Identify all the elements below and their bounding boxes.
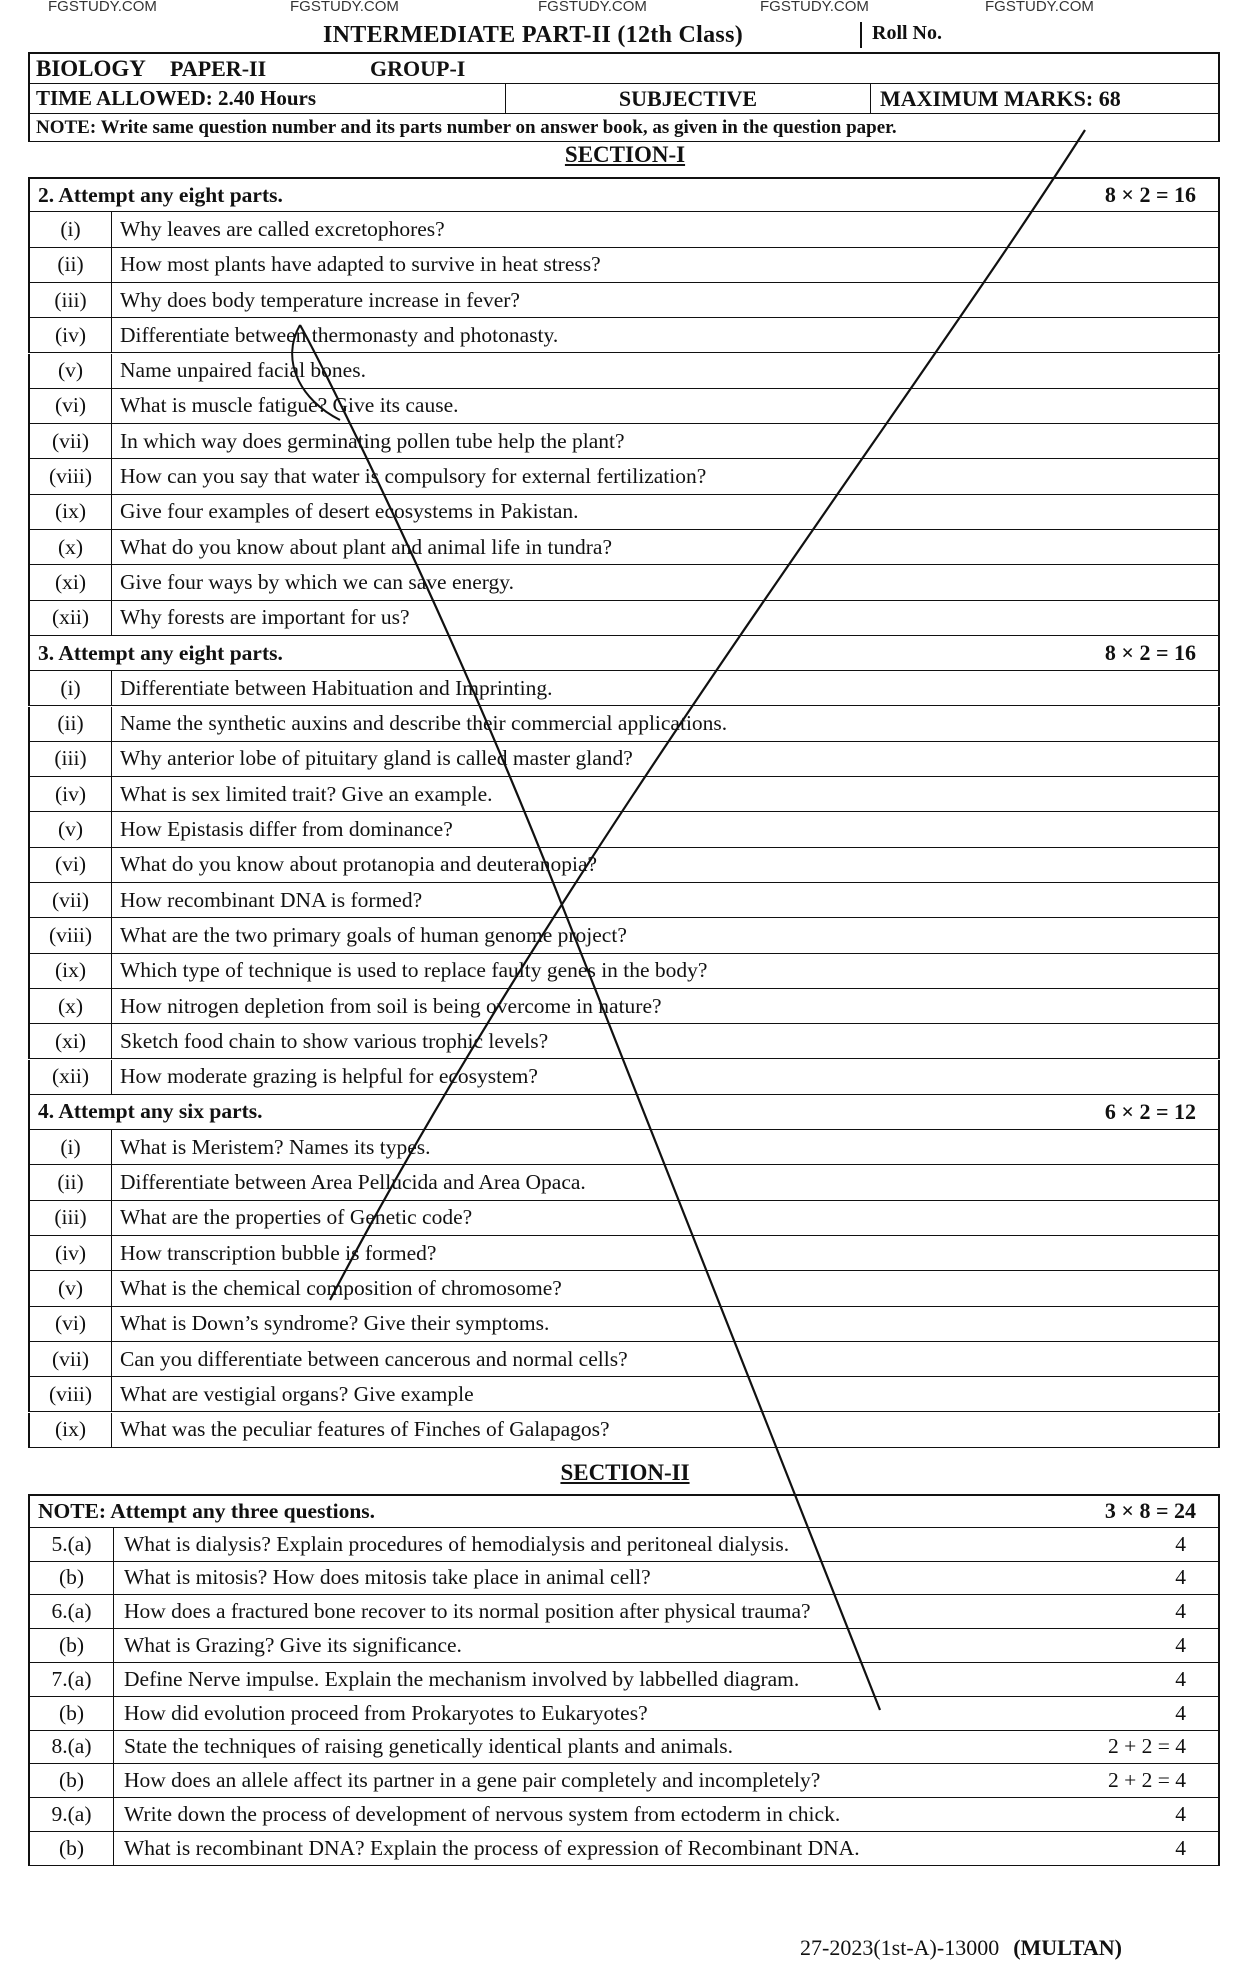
question-part-row bbox=[28, 1342, 1220, 1377]
roll-number-label: Roll No. bbox=[860, 22, 942, 48]
time-allowed: TIME ALLOWED: 2.40 Hours bbox=[36, 84, 506, 113]
long-question-marks: 4 bbox=[1175, 1531, 1186, 1556]
part-question-text: Why anterior lobe of pituitary gland is called master gland? bbox=[120, 746, 633, 771]
part-number: (viii) bbox=[30, 459, 112, 493]
part-number: (i) bbox=[30, 212, 112, 246]
part-number: (viii) bbox=[30, 918, 112, 952]
part-question-text: Sketch food chain to show various trophic levels? bbox=[120, 1028, 549, 1053]
part-question-text: How nitrogen depletion from soil is being overcome in nature? bbox=[120, 993, 662, 1018]
section-1-title: SECTION-I bbox=[564, 142, 686, 167]
part-number: (vii) bbox=[30, 883, 112, 917]
question-part-row bbox=[28, 1165, 1220, 1200]
question-heading: 3. Attempt any eight parts. bbox=[38, 640, 283, 665]
long-question-number: 7.(a) bbox=[30, 1663, 114, 1696]
part-question-text: How most plants have adapted to survive in heat stress? bbox=[120, 252, 601, 277]
long-question-text: What is recombinant DNA? Explain the process of expression of Recombinant DNA. bbox=[124, 1835, 860, 1860]
long-question-text: What is mitosis? How does mitosis take place in animal cell? bbox=[124, 1565, 651, 1590]
part-number: (ii) bbox=[30, 707, 112, 741]
section-2-marks: 3 × 8 = 24 bbox=[1104, 1498, 1196, 1524]
long-question-marks: 4 bbox=[1175, 1565, 1186, 1590]
question-part-row bbox=[28, 354, 1220, 389]
part-question-text: What is Down’s syndrome? Give their symptoms. bbox=[120, 1311, 550, 1336]
paper-header bbox=[28, 14, 1220, 48]
part-number: (iii) bbox=[30, 1201, 112, 1235]
board-name: (MULTAN) bbox=[1013, 1935, 1122, 1960]
question-part-row bbox=[28, 530, 1220, 565]
long-question-text: What is Grazing? Give its significance. bbox=[124, 1633, 462, 1658]
part-number: (viii) bbox=[30, 1377, 112, 1411]
question-part-row bbox=[28, 1060, 1220, 1095]
question-part-row bbox=[28, 389, 1220, 424]
long-question-row bbox=[28, 1764, 1220, 1798]
part-question-text: What do you know about plant and animal life in tundra? bbox=[120, 534, 612, 559]
question-part-row bbox=[28, 1236, 1220, 1271]
part-question-text: Which type of technique is used to replace faulty genes in the body? bbox=[120, 958, 708, 983]
section-2-note: NOTE: Attempt any three questions. bbox=[38, 1498, 376, 1523]
subject-label: BIOLOGY bbox=[36, 55, 146, 81]
question-part-row bbox=[28, 989, 1220, 1024]
part-number: (x) bbox=[30, 989, 112, 1023]
part-question-text: Why forests are important for us? bbox=[120, 605, 410, 630]
part-number: (vi) bbox=[30, 1307, 112, 1341]
question-part-row bbox=[28, 1201, 1220, 1236]
long-question-row bbox=[28, 1528, 1220, 1562]
long-question-row bbox=[28, 1798, 1220, 1832]
part-question-text: Give four examples of desert ecosystems in Pakistan. bbox=[120, 499, 579, 524]
long-question-row bbox=[28, 1562, 1220, 1596]
question-part-row bbox=[28, 742, 1220, 777]
question-part-row bbox=[28, 883, 1220, 918]
long-question-row bbox=[28, 1832, 1220, 1866]
question-part-row bbox=[28, 812, 1220, 847]
question-part-row bbox=[28, 777, 1220, 812]
long-question-marks: 4 bbox=[1175, 1835, 1186, 1860]
question-part-row bbox=[28, 1130, 1220, 1165]
question-part-row bbox=[28, 424, 1220, 459]
part-number: (ix) bbox=[30, 954, 112, 988]
part-number: (iii) bbox=[30, 283, 112, 317]
part-number: (x) bbox=[30, 530, 112, 564]
part-question-text: What is Meristem? Names its types. bbox=[120, 1134, 431, 1159]
part-number: (iv) bbox=[30, 777, 112, 811]
part-question-text: What are vestigial organs? Give example bbox=[120, 1381, 474, 1406]
long-question-marks: 4 bbox=[1175, 1633, 1186, 1658]
part-question-text: How Epistasis differ from dominance? bbox=[120, 817, 453, 842]
instruction-note: NOTE: Write same question number and its parts number on answer book, as given in the question paper. bbox=[36, 116, 897, 138]
long-question-marks: 4 bbox=[1175, 1700, 1186, 1725]
question-heading: 2. Attempt any eight parts. bbox=[38, 182, 283, 207]
part-number: (vii) bbox=[30, 1342, 112, 1376]
question-part-row bbox=[28, 707, 1220, 742]
question-part-row bbox=[28, 495, 1220, 530]
q3-heading-row bbox=[28, 636, 1220, 671]
part-number: (xi) bbox=[30, 565, 112, 599]
part-number: (v) bbox=[30, 812, 112, 846]
part-question-text: What is the chemical composition of chromosome? bbox=[120, 1275, 562, 1300]
part-number: (ix) bbox=[30, 1413, 112, 1447]
part-question-text: What was the peculiar features of Finches of Galapagos? bbox=[120, 1417, 610, 1442]
part-number: (i) bbox=[30, 1130, 112, 1164]
question-part-row bbox=[28, 1024, 1220, 1059]
long-question-number: 9.(a) bbox=[30, 1798, 114, 1831]
long-question-text: How did evolution proceed from Prokaryotes to Eukaryotes? bbox=[124, 1700, 648, 1725]
long-question-row bbox=[28, 1595, 1220, 1629]
part-question-text: Name the synthetic auxins and describe their commercial applications. bbox=[120, 711, 728, 736]
part-number: (ii) bbox=[30, 248, 112, 282]
long-question-text: How does a fractured bone recover to its normal position after physical trauma? bbox=[124, 1599, 811, 1624]
paper-type: SUBJECTIVE bbox=[506, 84, 871, 113]
long-question-text: What is dialysis? Explain procedures of hemodialysis and peritoneal dialysis. bbox=[124, 1531, 790, 1556]
long-question-number: (b) bbox=[30, 1832, 114, 1865]
q2-heading-row bbox=[28, 177, 1220, 212]
question-part-row bbox=[28, 318, 1220, 353]
long-question-row bbox=[28, 1731, 1220, 1765]
question-marks: 8 × 2 = 16 bbox=[1104, 640, 1196, 666]
part-number: (vi) bbox=[30, 389, 112, 423]
long-question-text: State the techniques of raising genetically identical plants and animals. bbox=[124, 1734, 733, 1759]
long-question-number: 5.(a) bbox=[30, 1528, 114, 1561]
long-question-number: 6.(a) bbox=[30, 1595, 114, 1628]
long-question-number: (b) bbox=[30, 1697, 114, 1730]
long-question-marks: 4 bbox=[1175, 1666, 1186, 1691]
question-part-row bbox=[28, 212, 1220, 247]
question-part-row bbox=[28, 1271, 1220, 1306]
long-question-marks: 2 + 2 = 4 bbox=[1107, 1734, 1186, 1759]
long-question-number: (b) bbox=[30, 1764, 114, 1797]
part-number: (xi) bbox=[30, 1024, 112, 1058]
question-marks: 8 × 2 = 16 bbox=[1104, 182, 1196, 208]
part-number: (xii) bbox=[30, 1060, 112, 1094]
part-question-text: Differentiate between Area Pellucida and Area Opaca. bbox=[120, 1170, 586, 1195]
question-part-row bbox=[28, 918, 1220, 953]
question-marks: 6 × 2 = 12 bbox=[1104, 1098, 1196, 1124]
watermark-text: FGSTUDY.COM bbox=[760, 0, 869, 15]
long-question-row bbox=[28, 1663, 1220, 1697]
paper-label: PAPER-II bbox=[170, 55, 267, 81]
long-question-text: Define Nerve impulse. Explain the mechanism involved by labbelled diagram. bbox=[124, 1666, 800, 1691]
instruction-note-row bbox=[28, 114, 1220, 142]
part-question-text: What is sex limited trait? Give an example. bbox=[120, 781, 493, 806]
part-question-text: How recombinant DNA is formed? bbox=[120, 887, 423, 912]
part-question-text: Why does body temperature increase in fever? bbox=[120, 287, 520, 312]
maximum-marks: MAXIMUM MARKS: 68 bbox=[880, 85, 1121, 111]
question-part-row bbox=[28, 1307, 1220, 1342]
part-question-text: Differentiate between thermonasty and photonasty. bbox=[120, 322, 559, 347]
long-question-text: Write down the process of development of nervous system from ectoderm in chick. bbox=[124, 1802, 841, 1827]
part-number: (v) bbox=[30, 1271, 112, 1305]
long-question-row bbox=[28, 1629, 1220, 1663]
question-part-row bbox=[28, 601, 1220, 636]
part-question-text: What do you know about protanopia and deuteranopia? bbox=[120, 852, 598, 877]
part-number: (iv) bbox=[30, 1236, 112, 1270]
long-question-number: (b) bbox=[30, 1629, 114, 1662]
part-number: (vi) bbox=[30, 848, 112, 882]
part-number: (v) bbox=[30, 354, 112, 388]
paper-code-footer bbox=[800, 1935, 1122, 1961]
long-question-number: (b) bbox=[30, 1562, 114, 1595]
section-2-note-row bbox=[28, 1494, 1220, 1528]
q4-heading-row bbox=[28, 1095, 1220, 1130]
part-question-text: How moderate grazing is helpful for ecosystem? bbox=[120, 1064, 538, 1089]
part-number: (i) bbox=[30, 671, 112, 705]
part-number: (iii) bbox=[30, 742, 112, 776]
part-question-text: Differentiate between Habituation and Imprinting. bbox=[120, 675, 553, 700]
paper-code: 27-2023(1st-A)-13000 bbox=[800, 1935, 1000, 1960]
long-question-text: How does an allele affect its partner in a gene pair completely and incompletely? bbox=[124, 1768, 821, 1793]
time-marks-row bbox=[28, 84, 1220, 114]
long-question-marks: 4 bbox=[1175, 1599, 1186, 1624]
question-part-row bbox=[28, 671, 1220, 706]
part-question-text: What is muscle fatigue? Give its cause. bbox=[120, 393, 459, 418]
question-part-row bbox=[28, 565, 1220, 600]
part-number: (xii) bbox=[30, 601, 112, 635]
group-label: GROUP-I bbox=[370, 55, 466, 81]
question-part-row bbox=[28, 283, 1220, 318]
question-part-row bbox=[28, 1377, 1220, 1412]
watermark-text: FGSTUDY.COM bbox=[48, 0, 157, 15]
watermark-text: FGSTUDY.COM bbox=[290, 0, 399, 15]
part-question-text: What are the two primary goals of human genome project? bbox=[120, 922, 627, 947]
part-question-text: Name unpaired facial bones. bbox=[120, 358, 366, 383]
watermark-text: FGSTUDY.COM bbox=[985, 0, 1094, 15]
part-question-text: Why leaves are called excretophores? bbox=[120, 216, 445, 241]
part-number: (ix) bbox=[30, 495, 112, 529]
long-question-number: 8.(a) bbox=[30, 1731, 114, 1764]
question-part-row bbox=[28, 848, 1220, 883]
question-part-row bbox=[28, 459, 1220, 494]
exam-title: INTERMEDIATE PART-II (12th Class) bbox=[323, 22, 743, 48]
part-number: (vii) bbox=[30, 424, 112, 458]
section-2-title: SECTION-II bbox=[560, 1460, 690, 1485]
long-question-marks: 4 bbox=[1175, 1802, 1186, 1827]
part-question-text: Can you differentiate between cancerous and normal cells? bbox=[120, 1346, 628, 1371]
part-question-text: What are the properties of Genetic code? bbox=[120, 1205, 473, 1230]
question-part-row bbox=[28, 954, 1220, 989]
subject-row bbox=[28, 52, 1220, 84]
part-question-text: In which way does germinating pollen tube help the plant? bbox=[120, 428, 625, 453]
part-number: (iv) bbox=[30, 318, 112, 352]
watermark-text: FGSTUDY.COM bbox=[538, 0, 647, 15]
question-part-row bbox=[28, 1413, 1220, 1448]
part-question-text: How can you say that water is compulsory for external fertilization? bbox=[120, 464, 707, 489]
long-question-row bbox=[28, 1697, 1220, 1731]
part-question-text: How transcription bubble is formed? bbox=[120, 1240, 437, 1265]
part-number: (ii) bbox=[30, 1165, 112, 1199]
question-part-row bbox=[28, 248, 1220, 283]
long-question-marks: 2 + 2 = 4 bbox=[1107, 1768, 1186, 1793]
question-heading: 4. Attempt any six parts. bbox=[38, 1099, 263, 1124]
part-question-text: Give four ways by which we can save energy. bbox=[120, 569, 515, 594]
